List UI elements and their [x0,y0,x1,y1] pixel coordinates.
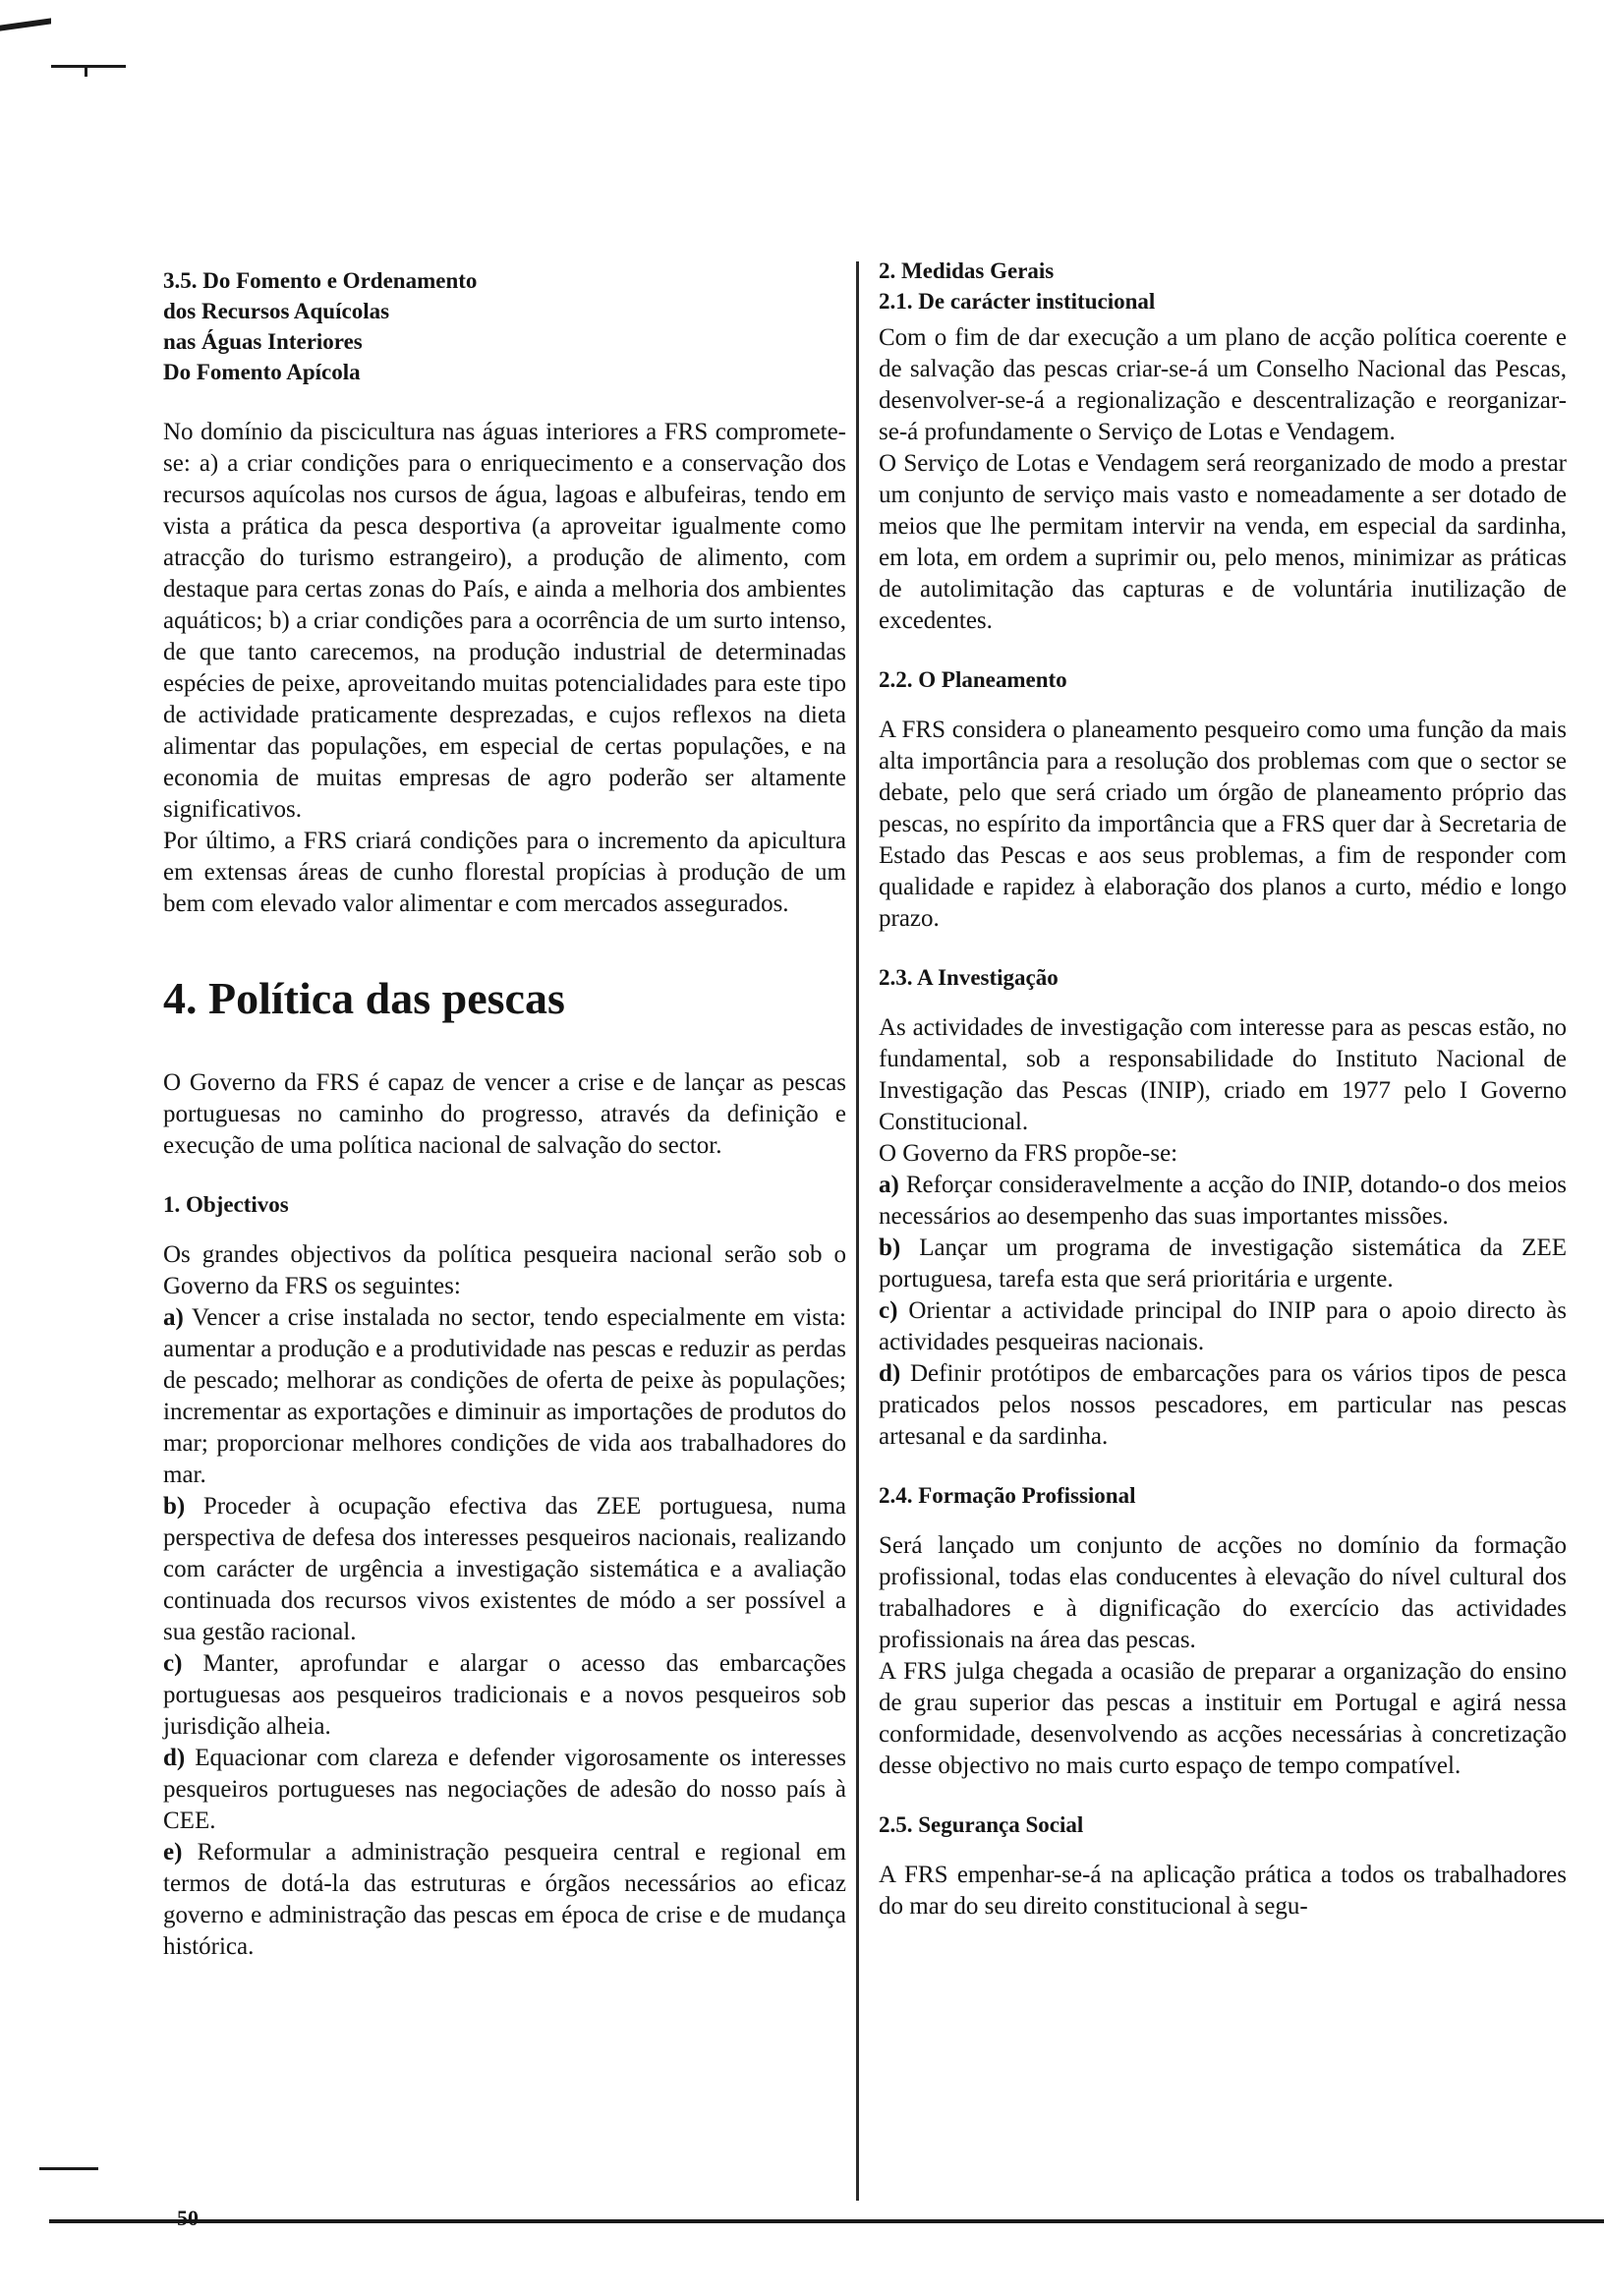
list-item-label: a) [163,1304,184,1331]
section-2-3-title: 2.3. A Investigação [879,965,1059,990]
scan-artifact-bottom-left [39,2167,98,2170]
section-2-3-paragraph-1: As actividades de investigação com interesse para as pescas estão, no fundamental, sob a responsabilidade do Instituto Nacional de Investigação das Pescas (INIP), criado em 1977 pelo I Governo Constitucional. [879,1014,1567,1135]
scan-artifact-top-left [0,18,51,30]
list-item-label: c) [879,1297,898,1324]
list-item [163,1302,846,1491]
chapter-title: 4. Política das pescas [163,973,565,1023]
list-item-text: Equacionar com clareza e defender vigorosamente os interesses pesqueiros portugueses nas negociações de adesão do nosso país à CEE. [163,1745,846,1834]
section-2-title: 2. Medidas Gerais [879,258,1055,283]
section-2-4-paragraph-2: A FRS julga chegada a ocasião de preparar a organização do ensino de grau superior das pescas a instituir em Portugal e agirá nessa conformidade, desenvolvendo as acções necessárias à concretização desse objectivo no mais curto espaço de tempo compatível. [879,1658,1567,1779]
page-number: 50 [177,2206,199,2230]
list-item [879,1295,1567,1358]
list-item-label: d) [163,1745,186,1771]
list-item-label: d) [879,1360,901,1387]
section-2-2-paragraph-1: A FRS considera o planeamento pesqueiro como uma função da mais alta importância para a resolução dos problemas com que o sector se debate, pelo que será criado um órgão de planeamento próprio das pescas, no espírito da importância que a FRS quer dar à Secretaria de Estado das Pescas e aos seus problemas, a fim de responder com qualidade e rapidez à elaboração dos planos a curto, médio e longo prazo. [879,717,1567,932]
list-item-label: c) [163,1650,183,1677]
section-1-intro: Os grandes objectivos da política pesqueira nacional serão sob o Governo da FRS os seguintes: [163,1241,846,1299]
section-2-1-paragraph-1: Com o fim de dar execução a um plano de acção política coerente e de salvação das pescas criar-se-á um Conselho Nacional das Pescas, desenvolver-se-á a regionalização e descentralização e reorganizar-se-á profundamente o Serviço de Lotas e Vendagem. [879,324,1567,445]
section-1-title: 1. Objectivos [163,1192,289,1217]
section-2-3-list [879,1170,1567,1453]
section-2-1-title: 2.1. De carácter institucional [879,289,1156,314]
list-item-text: Proceder à ocupação efectiva das ZEE portuguesa, numa perspectiva de defesa dos interesses pesqueiros nacionais, realizando com carácter de urgência a investigação sistemática e a avaliação continuada dos recursos vivos existentes de módo a ser possível a sua gestão racional. [163,1493,846,1645]
section-3-5-title-line-4: Do Fomento Apícola [163,360,361,384]
list-item [163,1837,846,1963]
section-2-4-paragraph-1: Será lançado um conjunto de acções no domínio da formação profissional, todas elas conducentes à elevação do nível cultural dos trabalhadores e à dignificação do exercício das actividades profissionais na área das pescas. [879,1532,1567,1653]
list-item-text: Orientar a actividade principal do INIP para o apoio directo às actividades pesqueiras nacionais. [879,1297,1568,1355]
section-1-list [163,1302,846,1963]
list-item [879,1358,1567,1453]
chapter-intro: O Governo da FRS é capaz de vencer a crise e de lançar as pescas portuguesas no caminho do progresso, através da definição e execução de uma política nacional de salvação do sector. [163,1069,846,1159]
section-3-5-title-line-1: 3.5. Do Fomento e Ordenamento [163,268,478,293]
section-3-5-paragraph-1: No domínio da piscicultura nas águas interiores a FRS compromete-se: a) a criar condições para o enriquecimento e a conservação dos recursos aquícolas nos cursos de água, lagoas e albufeiras, tendo em vista a prática da pesca desportiva (a aproveitar igualmente como atracção do turismo estrangeiro), a produção de alimento, com destaque para certas zonas do País, e ainda a melhoria dos ambientes aquáticos; b) a criar condições para a ocorrência de um surto intenso, de que tanto carecemos, na produção industrial de determinadas espécies de peixe, aproveitando muitas potencialidades para este tipo de actividade praticamente desprezadas, e cujos reflexos na dieta alimentar das populações, em especial de certas populações, e na economia de muitas empresas de agro poderão ser altamente significativos. [163,419,846,823]
section-2-5-title: 2.5. Segurança Social [879,1812,1084,1837]
list-item [163,1491,846,1648]
list-item-label: e) [163,1839,183,1866]
list-item-text: Definir protótipos de embarcações para os vários tipos de pesca praticados pelos nossos pescadores, em particular nas pescas artesanal e da sardinha. [879,1360,1567,1450]
section-3-5-paragraph-2: Por último, a FRS criará condições para o incremento da apicultura em extensas áreas de cunho florestal propícias à produção de um bem com elevado valor alimentar e com mercados assegurados. [163,828,846,917]
scan-artifact-tick [51,65,126,68]
list-item [879,1233,1567,1295]
section-2-4-title: 2.4. Formação Profissional [879,1483,1136,1508]
section-3-5-title-line-2: dos Recursos Aquícolas [163,299,390,323]
list-item [879,1170,1567,1233]
list-item-text: Reforçar consideravelmente a acção do INIP, dotando-o dos meios necessários ao desempenho das suas importantes missões. [879,1172,1567,1230]
section-2-2-title: 2.2. O Planeamento [879,667,1067,692]
list-item [163,1743,846,1837]
section-2-5-paragraph-1: A FRS empenhar-se-á na aplicação prática a todos os trabalhadores do mar do seu direito constitucional à segu- [879,1862,1567,1920]
list-item-label: b) [879,1234,901,1261]
right-column [879,256,1567,1923]
list-item-label: a) [879,1172,899,1198]
list-item-text: Reformular a administração pesqueira central e regional em termos de dotá-la das estruturas e órgãos necessários ao eficaz governo e administração das pescas em época de crise e de mudança histórica. [163,1839,846,1960]
left-column [163,265,846,1963]
column-divider [856,261,859,2201]
list-item-text: Vencer a crise instalada no sector, tendo especialmente em vista: aumentar a produção e a produtividade nas pescas e reduzir as perdas de pescado; melhorar as condições de oferta de peixe às populações; incrementar as exportações e diminuir as importações de produtos do mar; proporcionar melhores condições de vida aos trabalhadores do mar. [163,1304,846,1488]
section-2-3-paragraph-2: O Governo da FRS propõe-se: [879,1140,1178,1167]
list-item-text: Manter, aprofundar e alargar o acesso das embarcações portuguesas aos pesqueiros tradicionais e a novos pesqueiros sob jurisdição alheia. [163,1650,847,1740]
scan-artifact-tick-stem [85,65,87,77]
list-item [163,1648,846,1743]
list-item-text: Lançar um programa de investigação sistemática da ZEE portuguesa, tarefa esta que será prioritária e urgente. [879,1234,1567,1292]
section-2-1-paragraph-2: O Serviço de Lotas e Vendagem será reorganizado de modo a prestar um conjunto de serviço mais vasto e nomeadamente a ser dotado de meios que lhe permitam intervir na venda, em especial da sardinha, em lota, em ordem a suprimir ou, pelo menos, minimizar as práticas de autolimitação das capturas e de voluntária inutilização de excedentes. [879,450,1567,634]
section-3-5-title-line-3: nas Águas Interiores [163,329,363,354]
list-item-label: b) [163,1493,186,1520]
page-bottom-rule [49,2219,1604,2223]
section-3-5-heading [163,265,846,387]
